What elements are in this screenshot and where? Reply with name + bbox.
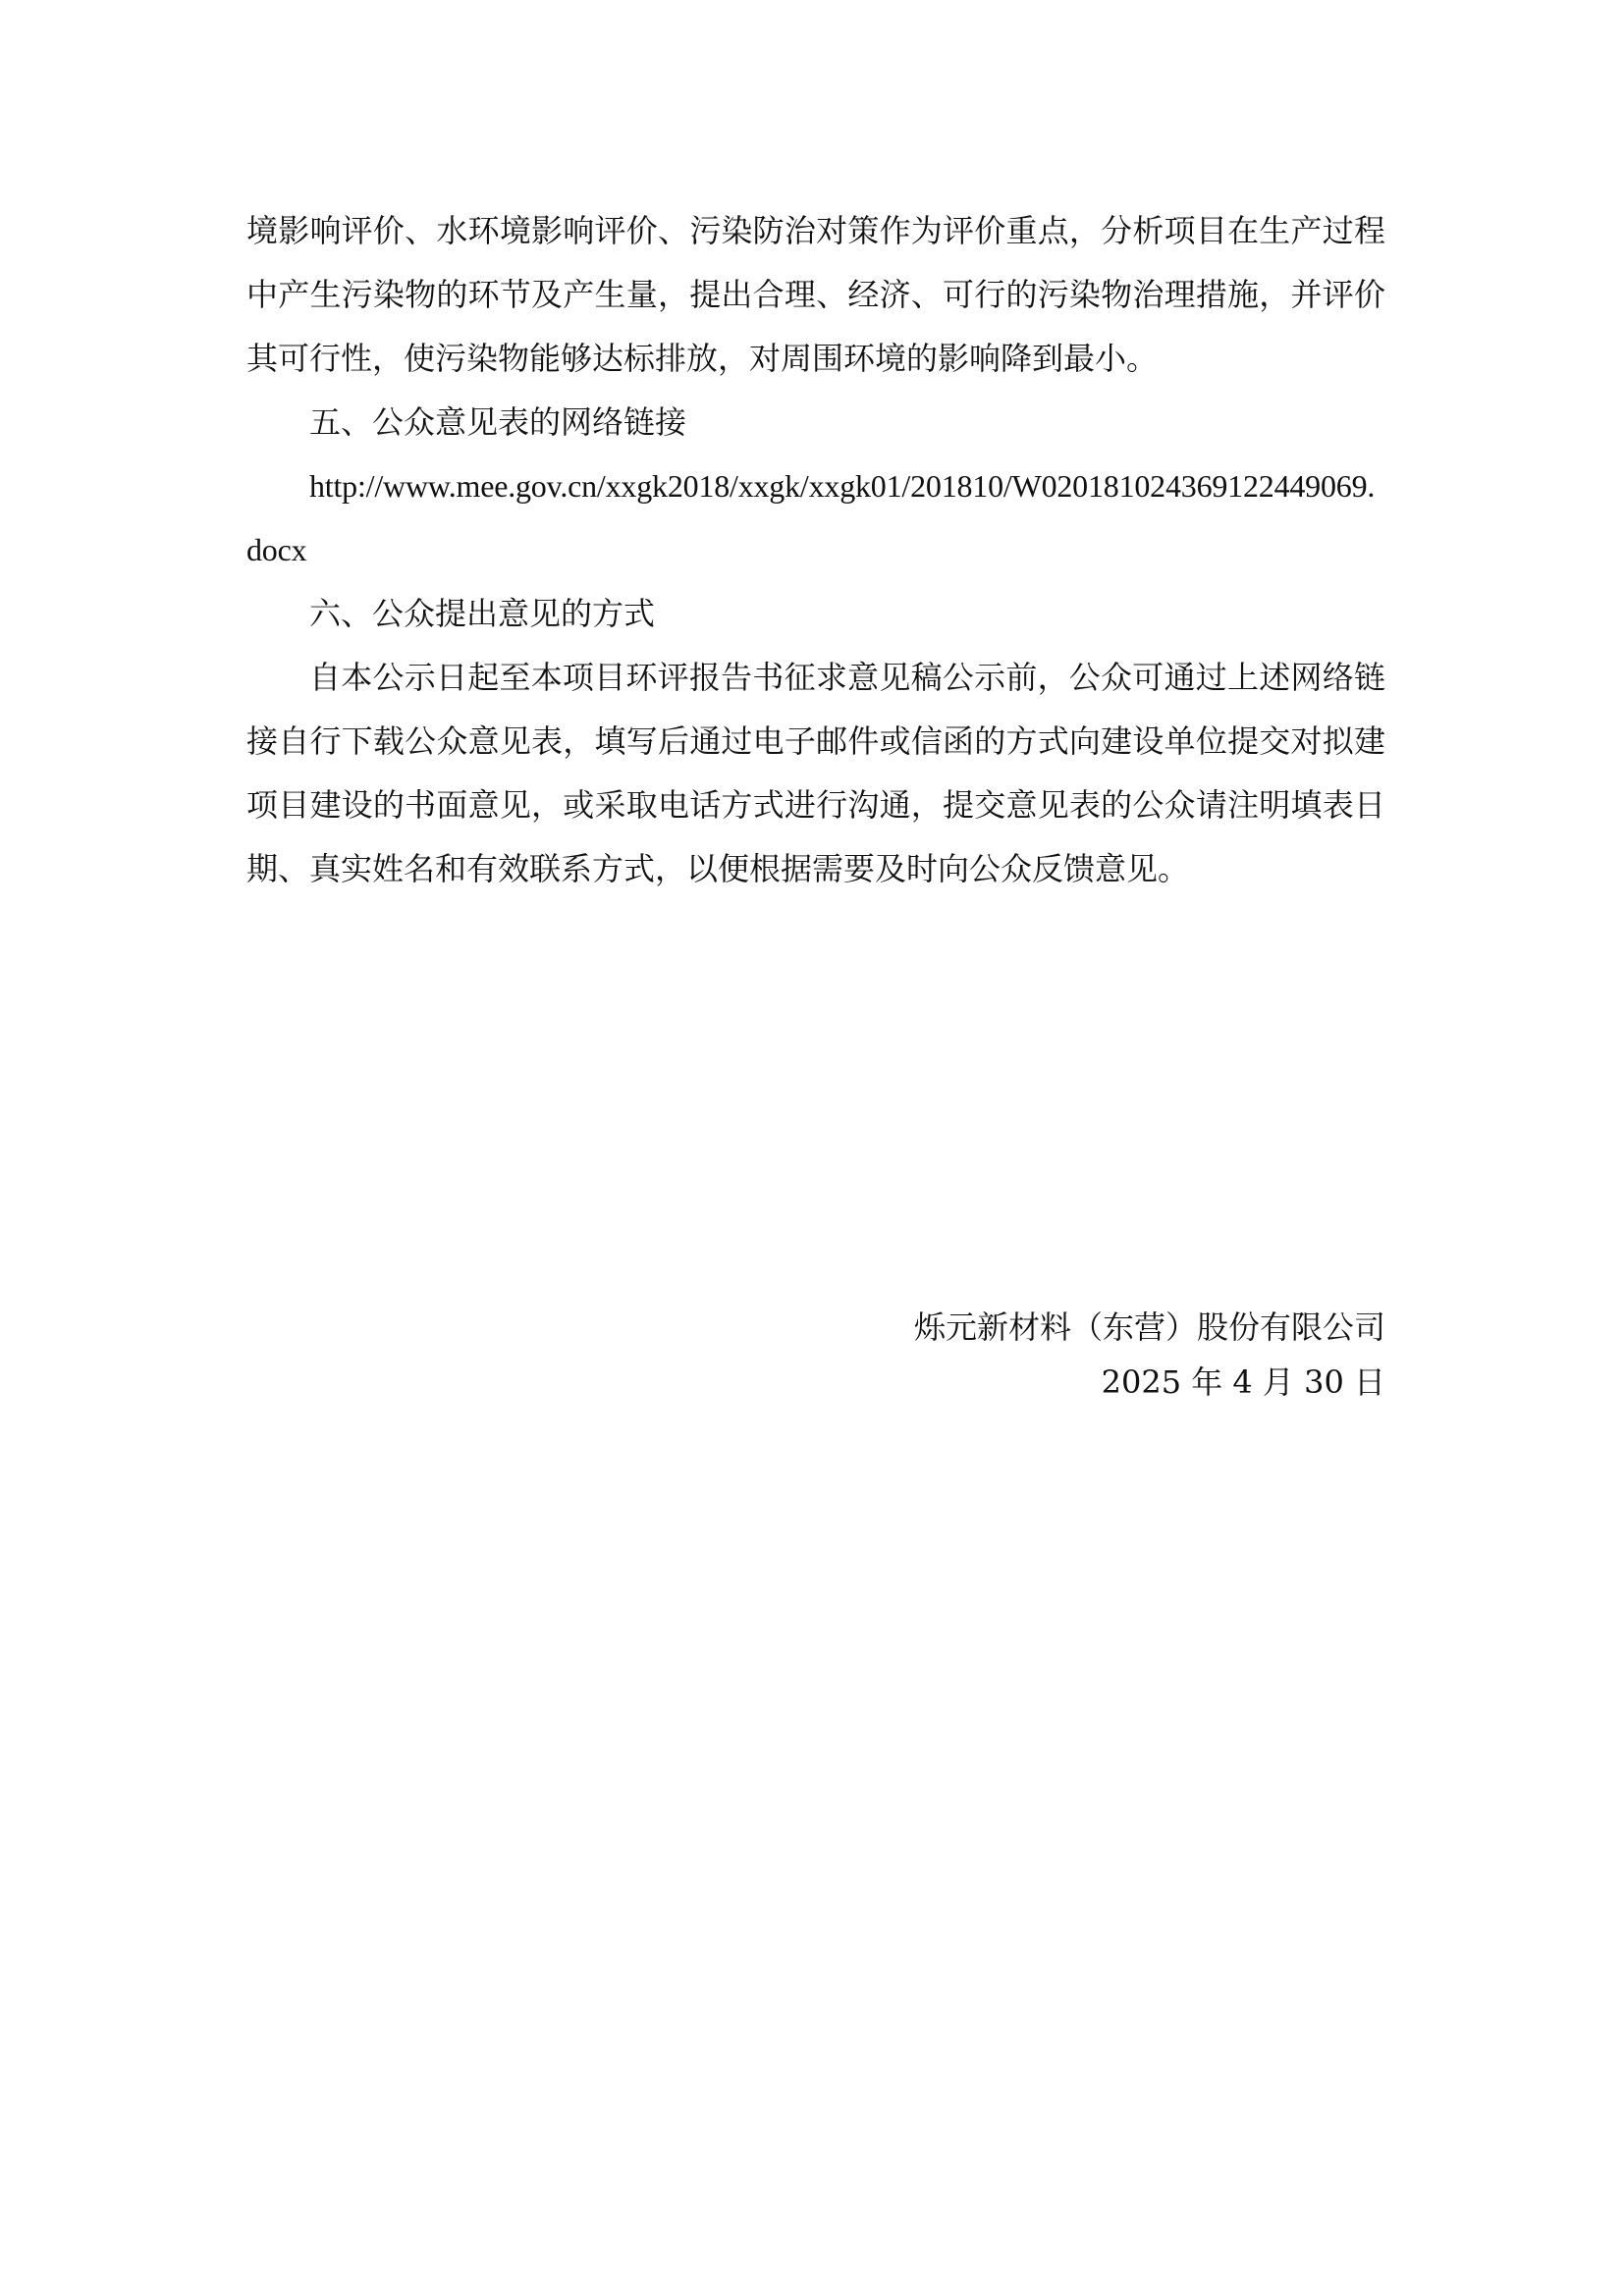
paragraph-feedback-method: 自本公示日起至本项目环评报告书征求意见稿公示前，公众可通过上述网络链接自行下载公众意见表，填写后通过电子邮件或信函的方式向建设单位提交对拟建项目建设的书面意见，或采取电话方式进行沟通，提交意见表的公众请注明填表日期、真实姓名和有效联系方式，以便根据需要及时向公众反馈意见。	[246, 659, 1385, 887]
section-heading-5: 五、公众意见表的网络链接	[309, 403, 687, 441]
document-body	[246, 199, 1385, 901]
company-name: 烁元新材料（东营）股份有限公司	[913, 1308, 1385, 1346]
signature-block	[914, 1300, 1385, 1410]
opinion-form-link[interactable]: http://www.mee.gov.cn/xxgk2018/xxgk/xxgk01/201810/W020181024369122449069.docx	[246, 468, 1376, 567]
paragraph-evaluation-focus: 境影响评价、水环境影响评价、污染防治对策作为评价重点，分析项目在生产过程中产生污染物的环节及产生量，提出合理、经济、可行的污染物治理措施，并评价其可行性，使污染物能够达标排放，对周围环境的影响降到最小。	[246, 212, 1385, 377]
signature-date: 2025 年 4 月 30 日	[1101, 1363, 1385, 1401]
section-heading-6: 六、公众提出意见的方式	[309, 595, 656, 632]
